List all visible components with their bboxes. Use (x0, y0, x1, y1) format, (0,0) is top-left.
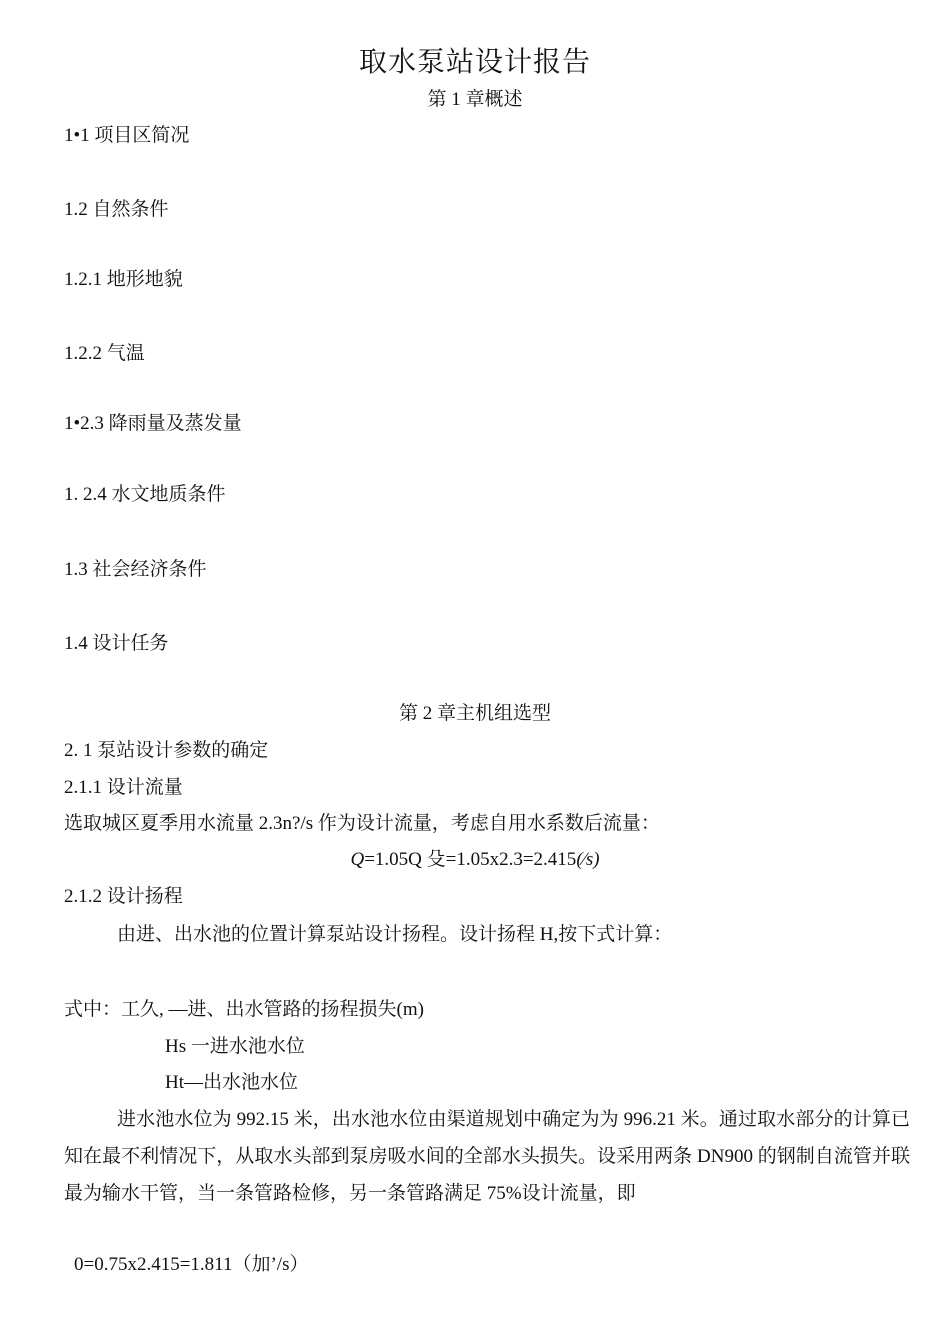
flow-formula-q: Q (350, 849, 365, 870)
where-line: 式中：工久, —进、出水管路的扬程损失(m) (64, 999, 424, 1020)
section-1-4: 1.4 设计任务 (64, 633, 169, 654)
flow-formula-body: =1.05Q 殳=1.05x2.3=2.415 (364, 849, 577, 870)
section-2-1-2: 2.1.2 设计扬程 (64, 886, 183, 907)
design-flow-formula: 0=0.75x2.415=1.811（加’/s） (74, 1254, 309, 1275)
hs-definition: Hs 一进水池水位 (165, 1036, 305, 1057)
section-1-2-2: 1.2.2 气温 (64, 343, 145, 364)
section-1-3: 1.3 社会经济条件 (64, 559, 207, 580)
head-description: 由进、出水池的位置计算泵站设计扬程。设计扬程 H,按下式计算： (117, 924, 673, 945)
section-1-2: 1.2 自然条件 (64, 199, 169, 220)
flow-formula-unit: (∕s) (576, 849, 600, 870)
ht-definition: Ht—出水池水位 (165, 1072, 299, 1093)
flow-description: 选取城区夏季用水流量 2.3n?/s 作为设计流量，考虑自用水系数后流量： (64, 813, 660, 834)
chapter-1-heading: 第 1 章概述 (427, 89, 523, 110)
section-1-1: 1•1 项目区简况 (64, 125, 190, 146)
flow-formula (0, 848, 950, 872)
chapter-2-heading: 第 2 章主机组选型 (398, 703, 551, 724)
section-1-2-1: 1.2.1 地形地貌 (64, 269, 183, 290)
section-1-2-3: 1•2.3 降雨量及蒸发量 (64, 413, 242, 434)
pipeline-paragraph: 进水池水位为 992.15 米，出水池水位由渠道规划中确定为为 996.21 米。通过取水部分的计算已知在最不利情况下，从取水头部到泵房吸水间的全部水头损失。设采用两条 DN900 的钢制自流管并联最为输水干管，当一条管路检修，另一条管路满足 75%设计流量，即 (64, 1109, 910, 1204)
section-2-1: 2. 1 泵站设计参数的确定 (64, 740, 269, 761)
document-title: 取水泵站设计报告 (358, 47, 591, 78)
section-2-1-1: 2.1.1 设计流量 (64, 777, 183, 798)
section-1-2-4: 1. 2.4 水文地质条件 (64, 484, 226, 505)
